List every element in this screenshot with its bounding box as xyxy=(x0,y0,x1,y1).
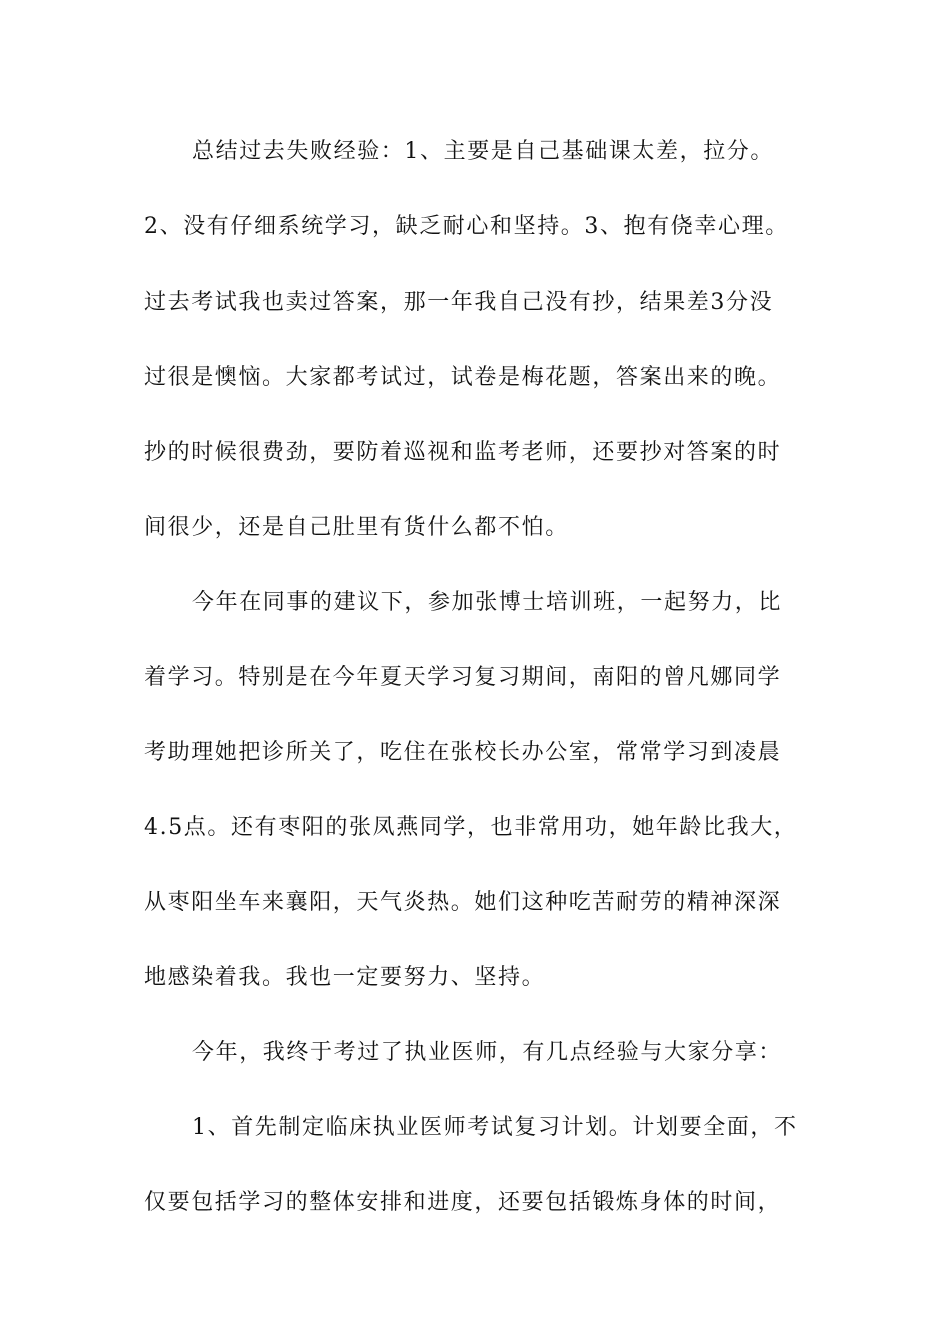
text-line: 仅要包括学习的整体安排和进度，还要包括锻炼身体的时间， xyxy=(144,1190,782,1215)
text-line: 1、首先制定临床执业医师考试复习计划。计划要全面，不 xyxy=(192,1115,798,1140)
text-line: 总结过去失败经验：1、主要是自己基础课太差，拉分。 xyxy=(192,139,774,164)
text-line: 地感染着我。我也一定要努力、坚持。 xyxy=(144,965,546,990)
text-line: 今年在同事的建议下，参加张博士培训班，一起努力，比 xyxy=(192,590,783,615)
text-line: 今年，我终于考过了执业医师，有几点经验与大家分享： xyxy=(192,1040,783,1065)
text-line: 从枣阳坐车来襄阳，天气炎热。她们这种吃苦耐劳的精神深深 xyxy=(144,890,782,915)
text-line: 考助理她把诊所关了，吃住在张校长办公室，常常学习到凌晨 xyxy=(144,740,782,765)
text-line: 间很少，还是自己肚里有货什么都不怕。 xyxy=(144,515,569,540)
text-line: 过去考试我也卖过答案，那一年我自己没有抄，结果差3分没 xyxy=(144,290,774,315)
text-line: 着学习。特别是在今年夏天学习复习期间，南阳的曾凡娜同学 xyxy=(144,665,782,690)
text-line: 过很是懊恼。大家都考试过，试卷是梅花题，答案出来的晚。 xyxy=(144,365,782,390)
text-line: 4.5点。还有枣阳的张凤燕同学，也非常用功，她年龄比我大， xyxy=(144,815,798,840)
text-line: 2、没有仔细系统学习，缺乏耐心和坚持。3、抱有侥幸心理。 xyxy=(144,214,789,239)
text-line: 抄的时候很费劲，要防着巡视和监考老师，还要抄对答案的时 xyxy=(144,440,782,465)
